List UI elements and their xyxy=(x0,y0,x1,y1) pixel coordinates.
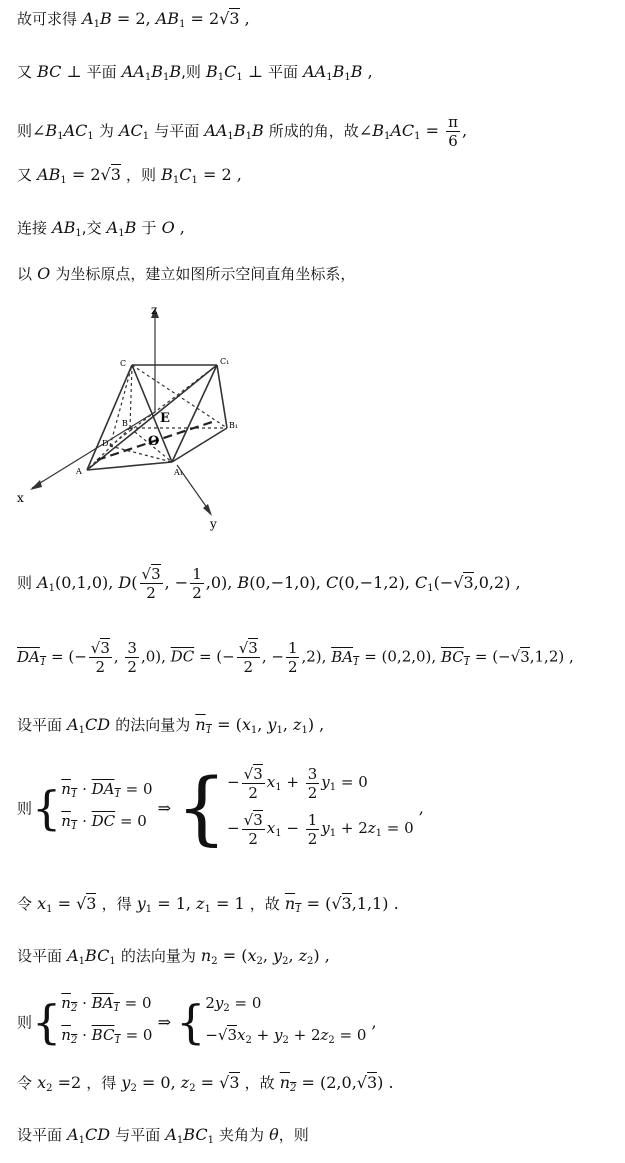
label-E: E xyxy=(160,411,170,426)
text-segment: ,则 xyxy=(181,63,201,81)
label-y: y xyxy=(210,517,217,531)
text-line-7: 则 $A_1(0,1,0)$, D( $\frac{√3}{2}$ , − $\frac{1}{2}$ ,0), B(0,−1,0), C(0,−1,2), $C_1(-√3,0,2)$ , xyxy=(17,565,521,602)
text-segment: 所成的角，故 xyxy=(268,122,359,140)
text-line-4: 又 $AB_1 = 2√3$ ，则 $B_1C_1 = 2$ , xyxy=(17,165,242,186)
text-segment: ，则 xyxy=(278,1126,309,1144)
text-segment: 则 xyxy=(17,574,33,592)
geometry-figure xyxy=(12,300,252,540)
text-segment: ,交 xyxy=(81,219,102,237)
text-line-3: 则$\angle B_1AC_1$ 为 $AC_1$ 与平面 $AA_1B_1B$ 所成的角，故$\angle B_1AC_1$ = $\frac{\pi}{6}$ , xyxy=(17,113,468,150)
text-line-8: $DA_1$ = (− $\frac{√3}{2}$ , $\frac{3}{2}$ ,0), $\overline{DC}$ = (− $\frac{√3}{2}$ , − $\frac{1}{2}$ ,2), $BA_1 = (0,2,0)$, $BC_1 = (-√3,1,2)$ , xyxy=(17,639,574,676)
text-segment: 与平面 xyxy=(154,122,200,140)
text-segment: 设平面 xyxy=(17,1126,63,1144)
text-segment: 的法向量为 xyxy=(115,716,191,734)
label-O: O xyxy=(148,434,160,449)
text-segment: 平面 xyxy=(267,63,298,81)
text-segment: 以 xyxy=(17,265,33,283)
label-A1: A₁ xyxy=(174,468,183,477)
text-segment: 为 xyxy=(98,122,114,140)
text-segment: 又 xyxy=(17,63,33,81)
label-D: D xyxy=(102,439,109,448)
text-segment: 设平面 xyxy=(17,716,63,734)
text-segment: 连接 xyxy=(17,219,48,237)
text-line-12: 设平面 $A_1BC_1$ 的法向量为 $n_2 = (x_2$, $y_2$, $z_2$) , xyxy=(17,946,330,967)
text-line-2: 又 BC ⊥ 平面 $AA_1B_1B$,则 $B_1C_1$ ⊥ 平面 $AA_1B_1B$ , xyxy=(17,62,373,83)
text-segment: 的法向量为 xyxy=(120,947,196,965)
text-segment: 则 xyxy=(17,799,33,818)
text-segment: ，故 xyxy=(249,895,280,913)
label-C1: C₁ xyxy=(220,357,230,366)
text-segment: ，则 xyxy=(126,166,157,184)
label-x: x xyxy=(17,491,24,505)
text-segment: 则 xyxy=(17,1013,33,1032)
text-segment: ，故 xyxy=(244,1074,275,1092)
text-line-5: 连接 $AB_1$,交 $A_1B$ 于 O , xyxy=(17,218,185,239)
text-segment: 则 xyxy=(17,122,33,140)
text-line-9: 设平面 $A_1CD$ 的法向量为 $n_1 = (x_1$, $y_1$, $z_1$) , xyxy=(17,715,325,736)
text-segment: 令 xyxy=(17,895,33,913)
text-line-11: 令 $x_1 = √3$ ，得 $y_1 = 1$, $z_1 = 1$ ，故 $n_1 = (√3,1,1)$ . xyxy=(17,894,399,915)
text-segment: 令 xyxy=(17,1074,33,1092)
text-segment: 故可求得 xyxy=(17,10,78,28)
label-B1: B₁ xyxy=(229,421,239,430)
label-A: A xyxy=(76,467,82,476)
text-segment: 与平面 xyxy=(115,1126,161,1144)
text-line-13: 则{$n_2 \cdot BA_1 = 0$ $n_2 \cdot BC_1 = 0$ ⇒ {$2y_2 = 0$ $-√3x_2 + y_2 + 2z_2 = 0$ , xyxy=(17,994,377,1049)
text-line-1: 故可求得 $A_1B = 2$, $AB_1 = 2√3$ , xyxy=(17,9,250,30)
label-B: B xyxy=(122,419,128,428)
text-line-15: 设平面 $A_1CD$ 与平面 $A_1BC_1$ 夹角为 θ，则 xyxy=(17,1125,309,1146)
text-segment: 夹角为 xyxy=(219,1126,265,1144)
text-segment: 设平面 xyxy=(17,947,63,965)
text-line-14: 令 $x_2 =2$ ，得 $y_2 = 0$, $z_2 = √3$ ，故 $n_2 = (2,0,√3)$ . xyxy=(17,1073,394,1094)
text-line-6: 以 O 为坐标原点，建立如图所示空间直角坐标系， xyxy=(17,264,356,283)
text-segment: 平面 xyxy=(86,63,117,81)
text-line-10: 则{$n_1 \cdot DA_1 = 0$ $n_1 \cdot \overline{DC} = 0$ ⇒ {− $\frac{√3}{2}$ $x_1$ + $\frac{3}{2}$ $y_1 = 0$ − $\frac{√3}{2}$ $x_1$ − $\frac{1}{2}$ $y_1 + 2z_1 = 0$ , xyxy=(17,761,424,854)
text-segment: ，得 xyxy=(86,1074,117,1092)
label-C: C xyxy=(120,359,127,368)
text-segment: ，得 xyxy=(101,895,132,913)
text-segment: 又 xyxy=(17,166,33,184)
text-segment: 于 xyxy=(141,219,157,237)
text-segment: 为坐标原点，建立如图所示空间直角坐标系， xyxy=(55,265,356,283)
label-z: z xyxy=(151,303,158,317)
